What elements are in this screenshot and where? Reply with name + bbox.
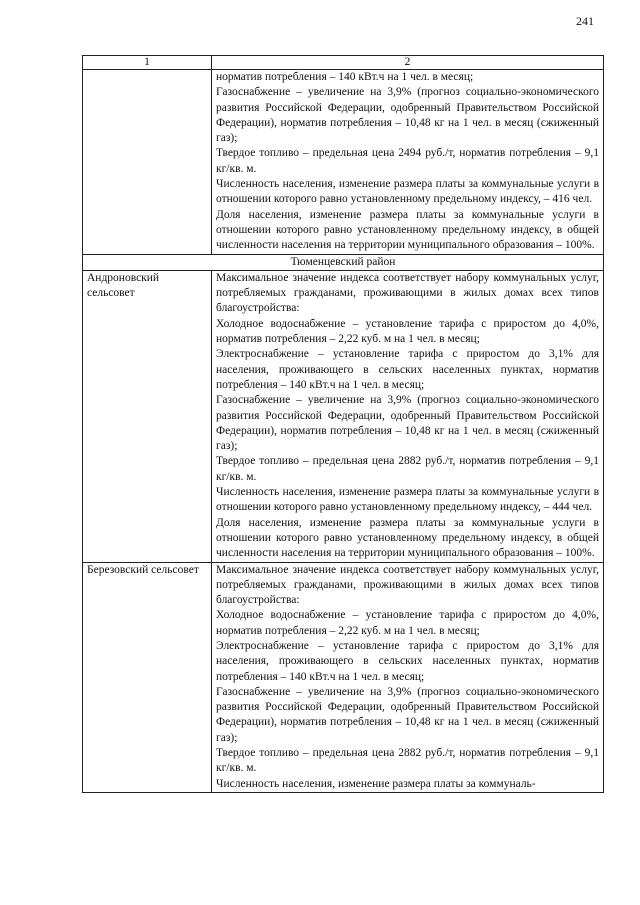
settlement-name: Андроновский сельсовет	[83, 270, 212, 562]
description-paragraph: Твердое топливо – предельная цена 2882 руб./т, норматив потребления – 9,1 кг/кв. м.	[216, 455, 599, 483]
description-paragraph: норматив потребления – 140 кВт.ч на 1 чел. в месяц;	[216, 71, 474, 83]
description-paragraph: Численность населения, изменение размера платы за коммуналь-	[216, 777, 536, 790]
description-paragraph: Электроснабжение – установление тарифа с приростом до 3,1% для населения, проживающего в сельских населенных пунктах, норматив потребления – 140 кВт.ч на 1 чел. в месяц;	[216, 639, 599, 683]
page-number: 241	[576, 14, 594, 28]
description-paragraph: Максимальное значение индекса соответствует набору коммунальных услуг, потребляемых гражданами, проживающими в жилых домах всех типов благоустройства:	[216, 563, 599, 607]
header-col-1: 1	[83, 56, 212, 70]
district-row	[83, 254, 604, 270]
description-paragraph: Численность населения, изменение размера платы за коммунальные услуги в отношении которого равно установленному предельному индексу, – 444 чел.	[216, 486, 599, 514]
description-paragraph: Численность населения, изменение размера платы за коммунальные услуги в отношении которого равно установленному предельному индексу, – 416 чел.	[216, 178, 599, 206]
description-paragraph: Холодное водоснабжение – установление тарифа с приростом до 4,0%, норматив потребления – 2,22 куб. м на 1 чел. в месяц;	[216, 609, 599, 637]
description-paragraph: Доля населения, изменение размера платы за коммунальные услуги в отношении которого равно установленному предельному индексу, в общей численности населения на территории муниципального образования – 100%.	[216, 208, 599, 252]
tariff-table	[82, 55, 604, 793]
table-header-row	[83, 56, 604, 70]
settlement-name	[83, 70, 212, 255]
table-row	[83, 270, 604, 562]
description-cell	[212, 270, 604, 562]
settlement-name: Березовский сельсовет	[83, 562, 212, 792]
district-title: Тюменцевский район	[83, 254, 604, 270]
description-paragraph: Твердое топливо – предельная цена 2494 руб./т, норматив потребления – 9,1 кг/кв. м.	[216, 147, 599, 175]
description-paragraph: Газоснабжение – увеличение на 3,9% (прогноз социально-экономического развития Российской Федерации, одобренный Правительством Российской Федерации), норматив потребления – 10,48 кг на 1 чел. в месяц (сжиженный газ);	[216, 394, 599, 453]
description-paragraph: Электроснабжение – установление тарифа с приростом до 3,1% для населения, проживающего в сельских населенных пунктах, норматив потребления – 140 кВт.ч на 1 чел. в месяц;	[216, 348, 599, 391]
header-col-2: 2	[212, 56, 604, 70]
description-cell	[212, 562, 604, 792]
table-row	[83, 70, 604, 255]
description-paragraph: Холодное водоснабжение – установление тарифа с приростом до 4,0%, норматив потребления – 2,22 куб. м на 1 чел. в месяц;	[216, 317, 599, 346]
table-row	[83, 562, 604, 792]
description-cell	[212, 70, 604, 255]
description-paragraph: Доля населения, изменение размера платы за коммунальные услуги в отношении которого равно установленному предельному индексу, в общей численности населения на территории муниципального образования – 100%.	[216, 516, 599, 560]
description-paragraph: Твердое топливо – предельная цена 2882 руб./т, норматив потребления – 9,1 кг/кв. м.	[216, 747, 599, 775]
description-paragraph: Газоснабжение – увеличение на 3,9% (прогноз социально-экономического развития Российской Федерации, одобренный Правительством Российской Федерации), норматив потребления – 10,48 кг на 1 чел. в месяц (сжиженный газ);	[216, 685, 599, 744]
description-paragraph: Газоснабжение – увеличение на 3,9% (прогноз социально-экономического развития Российской Федерации, одобренный Правительством Российской Федерации), норматив потребления – 10,48 кг на 1 чел. в месяц (сжиженный газ);	[216, 86, 599, 145]
description-paragraph: Максимальное значение индекса соответствует набору коммунальных услуг, потребляемых гражданами, проживающими в жилых домах всех типов благоустройства:	[216, 271, 599, 315]
